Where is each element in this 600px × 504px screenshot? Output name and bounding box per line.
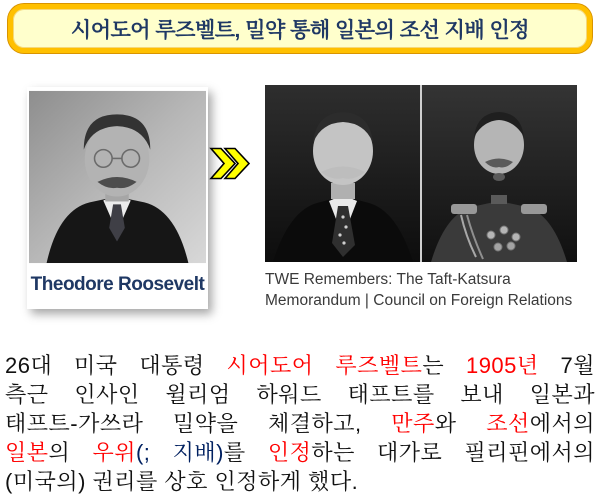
text-segment: 일본 — [5, 440, 49, 465]
text-segment: 측근 인사인 윌리엄 하워드 태프트를 보내 일본과 — [5, 382, 595, 407]
double-chevron-arrow-icon — [209, 145, 253, 182]
text-segment: (; 지배) — [135, 440, 224, 465]
text-segment: 우위 — [92, 440, 136, 465]
text-segment: 는 — [422, 353, 466, 378]
text-segment: 태프트-가쓰라 밀약을 체결하고, — [5, 411, 392, 436]
body-paragraph — [5, 351, 595, 496]
text-segment: 와 — [434, 411, 487, 436]
text-segment: 에서의 — [529, 411, 595, 436]
caption-line-1: TWE Remembers: The Taft-Katsura — [265, 271, 511, 288]
text-segment: 7월 — [538, 353, 595, 378]
text-segment: 만주 — [391, 411, 435, 436]
text-segment: 의 — [48, 440, 93, 465]
text-segment: 를 — [223, 440, 268, 465]
roosevelt-caption: Theodore Roosevelt — [30, 274, 205, 295]
text-segment: 하는 대가로 필리핀에서의 — [311, 440, 595, 465]
roosevelt-photo — [29, 89, 206, 265]
taft-katsura-caption — [265, 269, 597, 311]
text-segment: 조선 — [486, 411, 530, 436]
paragraph-line — [5, 409, 595, 438]
paragraph-line — [5, 380, 595, 409]
text-segment: 시어도어 루즈벨트 — [226, 353, 423, 378]
paragraph-line — [5, 351, 595, 380]
taft-katsura-photo — [265, 85, 577, 262]
text-segment: (미국의) 권리를 상호 인정하게 했다. — [5, 469, 359, 494]
text-segment: 26대 미국 대통령 — [5, 353, 227, 378]
roosevelt-figure-card — [27, 87, 208, 309]
paragraph-line — [5, 438, 595, 467]
caption-line-2: Memorandum | Council on Foreign Relations — [265, 292, 573, 309]
text-segment: 인정 — [267, 440, 312, 465]
title-banner — [8, 4, 592, 53]
page-title: 시어도어 루즈벨트, 밀약 통해 일본의 조선 지배 인정 — [70, 18, 530, 42]
text-segment: 1905년 — [465, 353, 539, 378]
taft-katsura-figure — [265, 85, 577, 262]
paragraph-line — [5, 467, 595, 496]
